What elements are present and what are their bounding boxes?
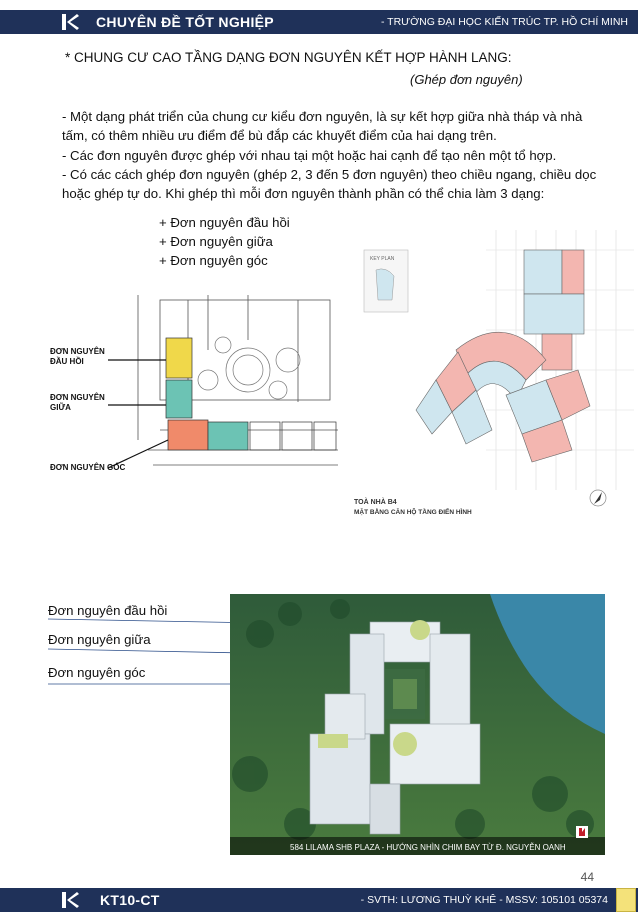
page-number: 44 — [580, 870, 594, 884]
corner-unit-shape — [168, 420, 208, 450]
plan-label-mid-1: ĐƠN NGUYÊN — [50, 393, 105, 402]
aerial-render-image — [230, 594, 605, 855]
footer-student-info: - SVTH: LƯƠNG THUỲ KHÊ - MSSV: 105101 05374 — [360, 894, 608, 906]
callout-end-unit: Đơn nguyên đầu hồi — [48, 603, 168, 618]
photo-caption: 584 LILAMA SHB PLAZA - HƯỚNG NHÌN CHIM BAY TỪ Đ. NGUYỄN OANH — [290, 843, 566, 852]
plan-label-end-1: ĐƠN NGUYÊN — [50, 347, 105, 356]
plan-caption-line1: TOÀ NHÀ B4 — [354, 499, 397, 506]
callout-middle-unit: Đơn nguyên giữa — [48, 632, 151, 647]
header-school-name: - TRƯỜNG ĐẠI HỌC KIẾN TRÚC TP. HỒ CHÍ MINH — [380, 16, 628, 28]
school-logo-icon — [60, 13, 80, 31]
end-unit-shape — [166, 338, 192, 378]
callout-corner-unit: Đơn nguyên góc — [48, 665, 146, 680]
footer-class-code: KT10-CT — [100, 892, 160, 908]
header-band — [0, 10, 638, 34]
header-course-title: CHUYÊN ĐỀ TỐT NGHIỆP — [96, 14, 274, 30]
paragraph-2: - Các đơn nguyên được ghép với nhau tại một hoặc hai cạnh để tạo nên một tổ hợp. — [62, 148, 557, 163]
list-item-end-unit: + Đơn nguyên đầu hồi — [159, 215, 290, 230]
list-item-middle-unit: + Đơn nguyên giữa — [159, 234, 273, 249]
plan-label-mid-2: GIỮA — [50, 403, 71, 412]
plan-label-end-2: ĐẦU HỒI — [50, 357, 84, 366]
section-heading: * CHUNG CƯ CAO TẦNG DẠNG ĐƠN NGUYÊN KẾT HỢP HÀNH LANG: — [65, 50, 512, 65]
footer-band — [0, 888, 638, 912]
developer-logo-icon — [576, 826, 588, 838]
key-plan-label: KEY PLAN — [370, 256, 395, 262]
floor-plan-left-image — [48, 290, 344, 476]
list-item-corner-unit: + Đơn nguyên góc — [159, 253, 268, 268]
footer-logo-icon — [60, 891, 80, 909]
floor-plan-right-image — [346, 230, 634, 520]
middle-unit-shape — [166, 380, 192, 418]
section-subheading: (Ghép đơn nguyên) — [410, 72, 523, 87]
plan-caption-line2: MẶT BẰNG CĂN HỘ TẦNG ĐIỂN HÌNH — [354, 509, 472, 516]
paragraph-1: - Một dạng phát triển của chung cư kiểu đơn nguyên, là sự kết hợp giữa nhà tháp và nhà tấm, có thêm nhiều ưu điểm để bù đắp các khuyết điểm của hai dạng trên. — [62, 109, 583, 143]
paragraph-3: - Có các cách ghép đơn nguyên (ghép 2, 3 đến 5 đơn nguyên) theo chiều ngang, chiều dọc hoặc ghép tự do. Khi ghép thì mỗi đơn nguyên thành phần có thể chia làm 3 dạng: — [62, 167, 597, 201]
corner-marker — [616, 888, 636, 912]
plan-label-corner: ĐƠN NGUYÊN GÓC — [50, 463, 126, 472]
